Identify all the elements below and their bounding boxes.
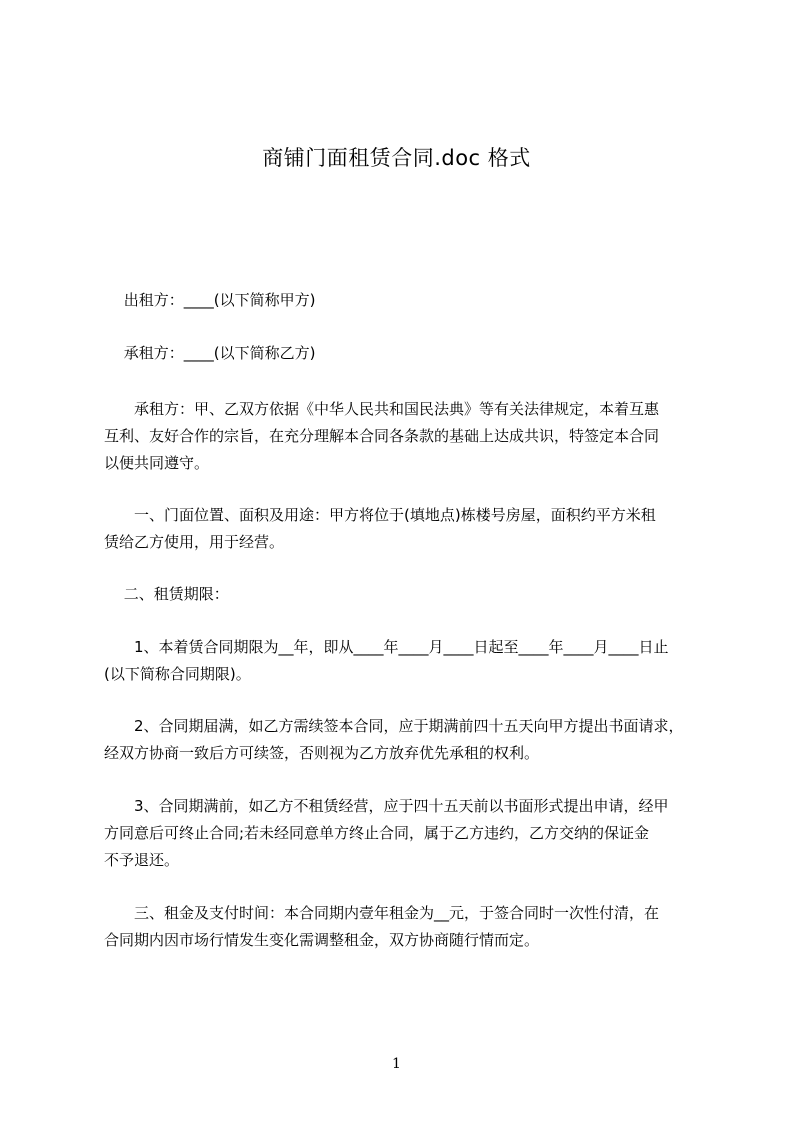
paragraph-clause-2-3 <box>104 793 714 874</box>
paragraph-section-2-heading <box>104 581 714 608</box>
paragraph-line: 承租方：____(以下简称乙方) <box>104 344 316 362</box>
paragraph-lessee <box>104 340 714 367</box>
paragraph-section-1 <box>104 502 714 556</box>
paragraph-line: 二、租赁期限： <box>104 585 229 603</box>
paragraph-preamble <box>104 396 714 477</box>
paragraph-line: (以下简称合同期限)。 <box>104 665 251 683</box>
paragraph-line: 经双方协商一致后方可续签，否则视为乙方放弃优先承租的权利。 <box>104 744 540 762</box>
paragraph-line: 三、租金及支付时间：本合同期内壹年租金为__元，于签合同时一次性付清，在 <box>104 904 660 922</box>
paragraph-line: 方同意后可终止合同;若未经同意单方终止合同，属于乙方违约，乙方交纳的保证金 <box>104 824 650 842</box>
paragraph-line: 承租方：甲、乙双方依据《中华人民共和国民法典》等有关法律规定，本着互惠 <box>104 400 660 418</box>
paragraph-clause-2-2 <box>104 713 714 767</box>
paragraph-line: 出租方：____(以下简称甲方) <box>104 291 316 309</box>
paragraph-line: 赁给乙方使用，用于经营。 <box>104 533 285 551</box>
page-title: 商铺门面租赁合同.doc 格式 <box>262 146 531 170</box>
paragraph-clause-2-1 <box>104 634 714 688</box>
paragraph-line: 2、合同期届满，如乙方需续签本合同，应于期满前四十五天向甲方提出书面请求， <box>104 717 684 735</box>
page-number: 1 <box>392 1056 401 1072</box>
paragraph-line: 互利、友好合作的宗旨，在充分理解本合同各条款的基础上达成共识，特签定本合同 <box>104 427 660 445</box>
paragraph-section-3 <box>104 900 714 954</box>
paragraph-line: 合同期内因市场行情发生变化需调整租金，双方协商随行情而定。 <box>104 931 540 949</box>
paragraph-lessor <box>104 287 714 314</box>
paragraph-line: 3、合同期满前，如乙方不租赁经营，应于四十五天前以书面形式提出申请，经甲 <box>104 797 669 815</box>
paragraph-line: 1、本着赁合同期限为__年，即从____年____月____日起至____年____月____日止 <box>104 638 669 656</box>
paragraph-line: 一、门面位置、面积及用途：甲方将位于(填地点)栋楼号房屋，面积约平方米租 <box>104 506 656 524</box>
paragraph-line: 不予退还。 <box>104 851 180 869</box>
paragraph-line: 以便共同遵守。 <box>104 454 210 472</box>
